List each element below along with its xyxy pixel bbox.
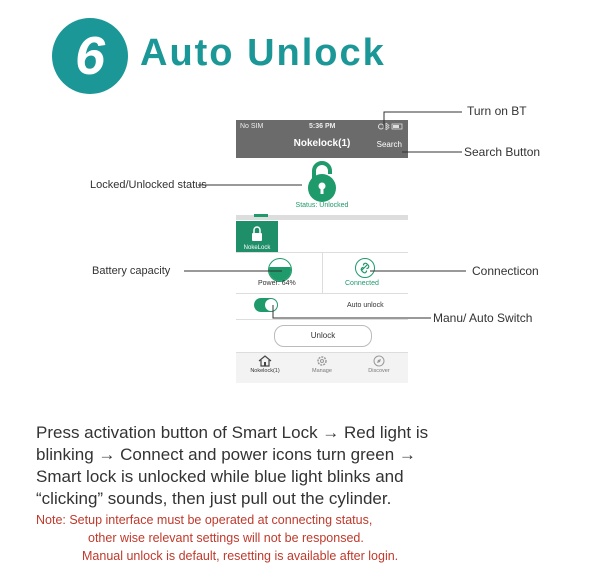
callout-battery-capacity: Battery capacity — [92, 265, 171, 277]
tab-label: Manage — [312, 368, 332, 374]
note-line: Note: Setup interface must be operated at connecting status, — [36, 513, 373, 527]
connect-label: Connected — [345, 280, 379, 287]
battery-label: Power: 64% — [258, 280, 296, 287]
unlock-button[interactable]: Unlock — [274, 325, 372, 347]
step-number-badge: 6 — [52, 18, 128, 94]
instructions-line: Press activation button of Smart Lock → Red light is — [36, 423, 429, 442]
tab-label: Discover — [368, 368, 390, 374]
instructions-line: Smart lock is unlocked while blue light blinks and — [36, 467, 404, 486]
callout-locked-status: Locked/Unlocked status — [90, 179, 207, 191]
instructions-text — [36, 422, 576, 510]
callout-manu-auto-switch: Manu/ Auto Switch — [433, 311, 533, 325]
callout-connection: Connecticon — [472, 264, 539, 278]
search-button[interactable]: Search — [376, 140, 402, 149]
note-text — [36, 511, 576, 565]
carrier-label: No SIM — [240, 123, 264, 130]
instructions-line: blinking → Connect and power icons turn green → — [36, 445, 416, 464]
time-label: 5:36 PM — [309, 123, 336, 130]
device-tile-label: NokeLock — [243, 245, 271, 251]
instructions-line: “clicking” sounds, then just pull out the cylinder. — [36, 489, 392, 508]
callout-turn-on-bt: Turn on BT — [467, 104, 527, 118]
auto-unlock-label: Auto unlock — [347, 302, 384, 309]
nav-title: Nokelock(1) — [293, 138, 351, 149]
note-line: Manual unlock is default, resetting is available after login. — [82, 549, 399, 563]
callout-search-button: Search Button — [464, 145, 541, 159]
note-line: other wise relevant settings will not be responsed. — [88, 531, 364, 545]
tab-label: Nokelock(1) — [250, 368, 280, 374]
lock-status-label: Status: Unlocked — [295, 202, 349, 209]
page-title: Auto Unlock — [140, 32, 386, 74]
